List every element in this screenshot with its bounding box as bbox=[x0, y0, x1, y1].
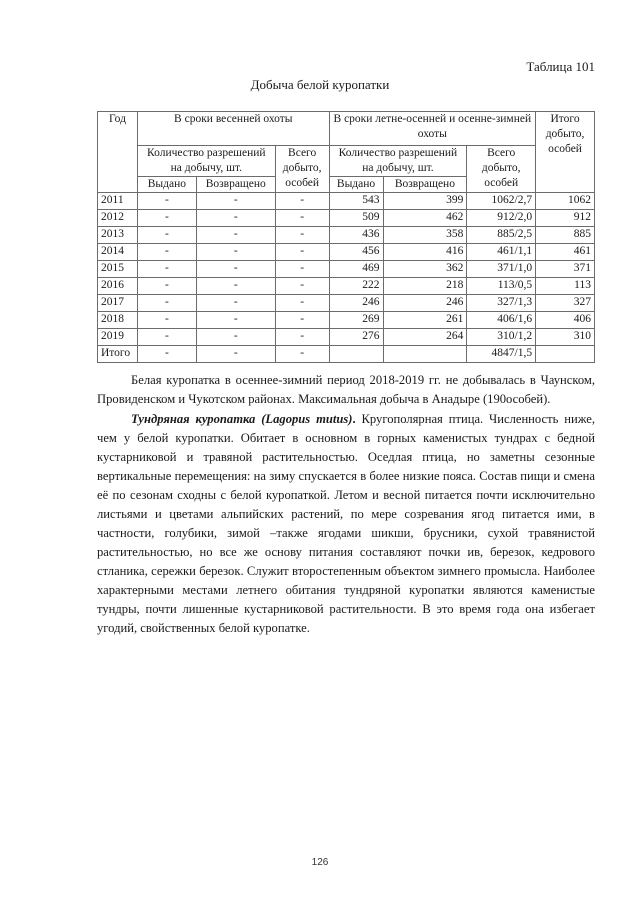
cell-s-issued: - bbox=[137, 261, 196, 278]
cell-s-issued: - bbox=[137, 244, 196, 261]
cell-s-issued: - bbox=[137, 278, 196, 295]
cell-a-issued: 222 bbox=[329, 278, 383, 295]
cell-a-total: 4847/1,5 bbox=[467, 346, 536, 363]
cell-a-total: 461/1,1 bbox=[467, 244, 536, 261]
cell-s-total: - bbox=[275, 227, 329, 244]
cell-total: 461 bbox=[536, 244, 595, 261]
cell-a-returned: 399 bbox=[383, 193, 467, 210]
cell-a-issued bbox=[329, 346, 383, 363]
cell-s-returned: - bbox=[196, 210, 275, 227]
cell-a-returned: 264 bbox=[383, 329, 467, 346]
cell-year: 2015 bbox=[98, 261, 138, 278]
cell-s-total: - bbox=[275, 244, 329, 261]
cell-s-returned: - bbox=[196, 312, 275, 329]
cell-a-total: 1062/2,7 bbox=[467, 193, 536, 210]
cell-s-returned: - bbox=[196, 193, 275, 210]
header-spring-hunt: В сроки весенней охоты bbox=[137, 112, 329, 146]
cell-year: 2019 bbox=[98, 329, 138, 346]
cell-year: Итого bbox=[98, 346, 138, 363]
cell-s-issued: - bbox=[137, 329, 196, 346]
cell-total: 1062 bbox=[536, 193, 595, 210]
table-row bbox=[98, 346, 595, 363]
header-autumn-total: Всего добыто, особей bbox=[467, 146, 536, 193]
cell-s-returned: - bbox=[196, 295, 275, 312]
cell-s-returned: - bbox=[196, 329, 275, 346]
cell-s-issued: - bbox=[137, 346, 196, 363]
cell-year: 2011 bbox=[98, 193, 138, 210]
cell-year: 2013 bbox=[98, 227, 138, 244]
cell-s-returned: - bbox=[196, 346, 275, 363]
header-spring-returned: Возвращено bbox=[196, 177, 275, 193]
cell-total: 371 bbox=[536, 261, 595, 278]
cell-s-returned: - bbox=[196, 278, 275, 295]
cell-s-total: - bbox=[275, 312, 329, 329]
cell-a-total: 912/2,0 bbox=[467, 210, 536, 227]
paragraph-text: Кругополярная птица. Численность ниже, чем у белой куропатки. Обитает в основном в горных каменистых тундрах с бедной кустарниковой и травяной растительностью. Оседлая птица, но заметны сезонные вертикальные перемещения: на зиму спускается в более низкие пояса. Состав пищи и смена её по сезонам сходны с белой куропаткой. Летом и весной питается почти исключительно листьями и цветами альпийских растений, по мере созревания ягод питается ими, в частности, голубики, зимой –также ягодами шикши, брусники, сухой травянистой растительностью, но все же основу питания составляют почки ив, березок, кедрового стланика, сережки березок. Служит второстепенным объектом зимнего промысла. Наиболее характерными местами летнего обитания тундряной куропатки являются каменистые тундры, почти лишенные кустарниковой растительности. В это время года она избегает угодий, свойственных белой куропатке. bbox=[97, 412, 595, 635]
cell-a-returned: 362 bbox=[383, 261, 467, 278]
cell-total: 310 bbox=[536, 329, 595, 346]
harvest-table bbox=[97, 111, 595, 363]
header-autumn-permits: Количество разрешений на добычу, шт. bbox=[329, 146, 467, 177]
cell-a-total: 885/2,5 bbox=[467, 227, 536, 244]
cell-year: 2012 bbox=[98, 210, 138, 227]
cell-a-issued: 269 bbox=[329, 312, 383, 329]
header-autumn-returned: Возвращено bbox=[383, 177, 467, 193]
cell-year: 2017 bbox=[98, 295, 138, 312]
cell-a-issued: 246 bbox=[329, 295, 383, 312]
species-name: Тундряная куропатка (Lagopus mutus) bbox=[131, 412, 353, 426]
page-number: 126 bbox=[311, 857, 329, 868]
table-row bbox=[98, 312, 595, 329]
cell-a-total: 327/1,3 bbox=[467, 295, 536, 312]
table-row bbox=[98, 210, 595, 227]
cell-s-issued: - bbox=[137, 227, 196, 244]
table-title: Добыча белой куропатки bbox=[250, 77, 390, 92]
header-year: Год bbox=[98, 112, 138, 193]
cell-year: 2016 bbox=[98, 278, 138, 295]
paragraph-rock-ptarmigan: Тундряная куропатка (Lagopus mutus). Кругополярная птица. Численность ниже, чем у белой куропатки. Обитает в основном в горных каменистых тундрах с бедной кустарниковой и травяной растительностью. Оседлая птица, но заметны сезонные вертикальные перемещения: на зиму спускается в более низкие пояса. Состав пищи и смена её по сезонам сходны с белой куропаткой. Летом и весной питается почти исключительно листьями и цветами альпийских растений, по мере созревания ягод питается ими, в частности, голубики, зимой –также ягодами шикши, брусники, сухой травянистой растительностью, но все же основу питания составляют почки ив, березок, кедрового стланика, сережки березок. Служит второстепенным объектом зимнего промысла. Наиболее характерными местами летнего обитания тундряной куропатки являются каменистые тундры, почти лишенные кустарниковой растительности. В это время года она избегает угодий, свойственных белой куропатке. bbox=[97, 412, 595, 635]
header-autumn-hunt: В сроки летне-осенней и осенне-зимней охоты bbox=[329, 112, 536, 146]
cell-a-returned: 246 bbox=[383, 295, 467, 312]
header-spring-issued: Выдано bbox=[137, 177, 196, 193]
header-spring-total: Всего добыто, особей bbox=[275, 146, 329, 193]
cell-s-total: - bbox=[275, 278, 329, 295]
cell-s-returned: - bbox=[196, 261, 275, 278]
table-row bbox=[98, 295, 595, 312]
header-spring-permits: Количество разрешений на добычу, шт. bbox=[137, 146, 275, 177]
cell-s-issued: - bbox=[137, 193, 196, 210]
table-row bbox=[98, 193, 595, 210]
cell-s-issued: - bbox=[137, 312, 196, 329]
cell-s-total: - bbox=[275, 193, 329, 210]
paragraph-willow-ptarmigan bbox=[97, 371, 595, 409]
cell-s-total: - bbox=[275, 346, 329, 363]
header-grand-total: Итого добыто, особей bbox=[536, 112, 595, 193]
cell-s-total: - bbox=[275, 295, 329, 312]
cell-s-issued: - bbox=[137, 295, 196, 312]
header-autumn-issued: Выдано bbox=[329, 177, 383, 193]
cell-a-returned: 416 bbox=[383, 244, 467, 261]
cell-year: 2018 bbox=[98, 312, 138, 329]
cell-total: 406 bbox=[536, 312, 595, 329]
cell-a-issued: 543 bbox=[329, 193, 383, 210]
cell-total: 327 bbox=[536, 295, 595, 312]
cell-a-issued: 436 bbox=[329, 227, 383, 244]
cell-total: 885 bbox=[536, 227, 595, 244]
table-row bbox=[98, 261, 595, 278]
table-label: Таблица 101 bbox=[526, 59, 595, 74]
table-row bbox=[98, 329, 595, 346]
cell-a-returned: 261 bbox=[383, 312, 467, 329]
cell-a-returned: 462 bbox=[383, 210, 467, 227]
cell-a-issued: 469 bbox=[329, 261, 383, 278]
table-body bbox=[98, 193, 595, 363]
cell-s-issued: - bbox=[137, 210, 196, 227]
cell-a-total: 310/1,2 bbox=[467, 329, 536, 346]
cell-s-total: - bbox=[275, 210, 329, 227]
cell-total: 113 bbox=[536, 278, 595, 295]
cell-s-returned: - bbox=[196, 244, 275, 261]
table-row bbox=[98, 278, 595, 295]
cell-a-returned bbox=[383, 346, 467, 363]
cell-a-issued: 276 bbox=[329, 329, 383, 346]
cell-s-total: - bbox=[275, 261, 329, 278]
cell-total: 912 bbox=[536, 210, 595, 227]
table-row bbox=[98, 244, 595, 261]
cell-total bbox=[536, 346, 595, 363]
table-row bbox=[98, 227, 595, 244]
cell-a-total: 406/1,6 bbox=[467, 312, 536, 329]
cell-a-issued: 509 bbox=[329, 210, 383, 227]
cell-year: 2014 bbox=[98, 244, 138, 261]
cell-a-total: 371/1,0 bbox=[467, 261, 536, 278]
cell-a-total: 113/0,5 bbox=[467, 278, 536, 295]
cell-a-returned: 218 bbox=[383, 278, 467, 295]
paragraph-text: Белая куропатка в осеннее-зимний период 2018-2019 гг. не добывалась в Чаунском, Провиденском и Чукотском районах. Максимальная добыча в Анадыре (190особей). bbox=[97, 373, 595, 406]
cell-s-returned: - bbox=[196, 227, 275, 244]
cell-s-total: - bbox=[275, 329, 329, 346]
cell-a-returned: 358 bbox=[383, 227, 467, 244]
cell-a-issued: 456 bbox=[329, 244, 383, 261]
